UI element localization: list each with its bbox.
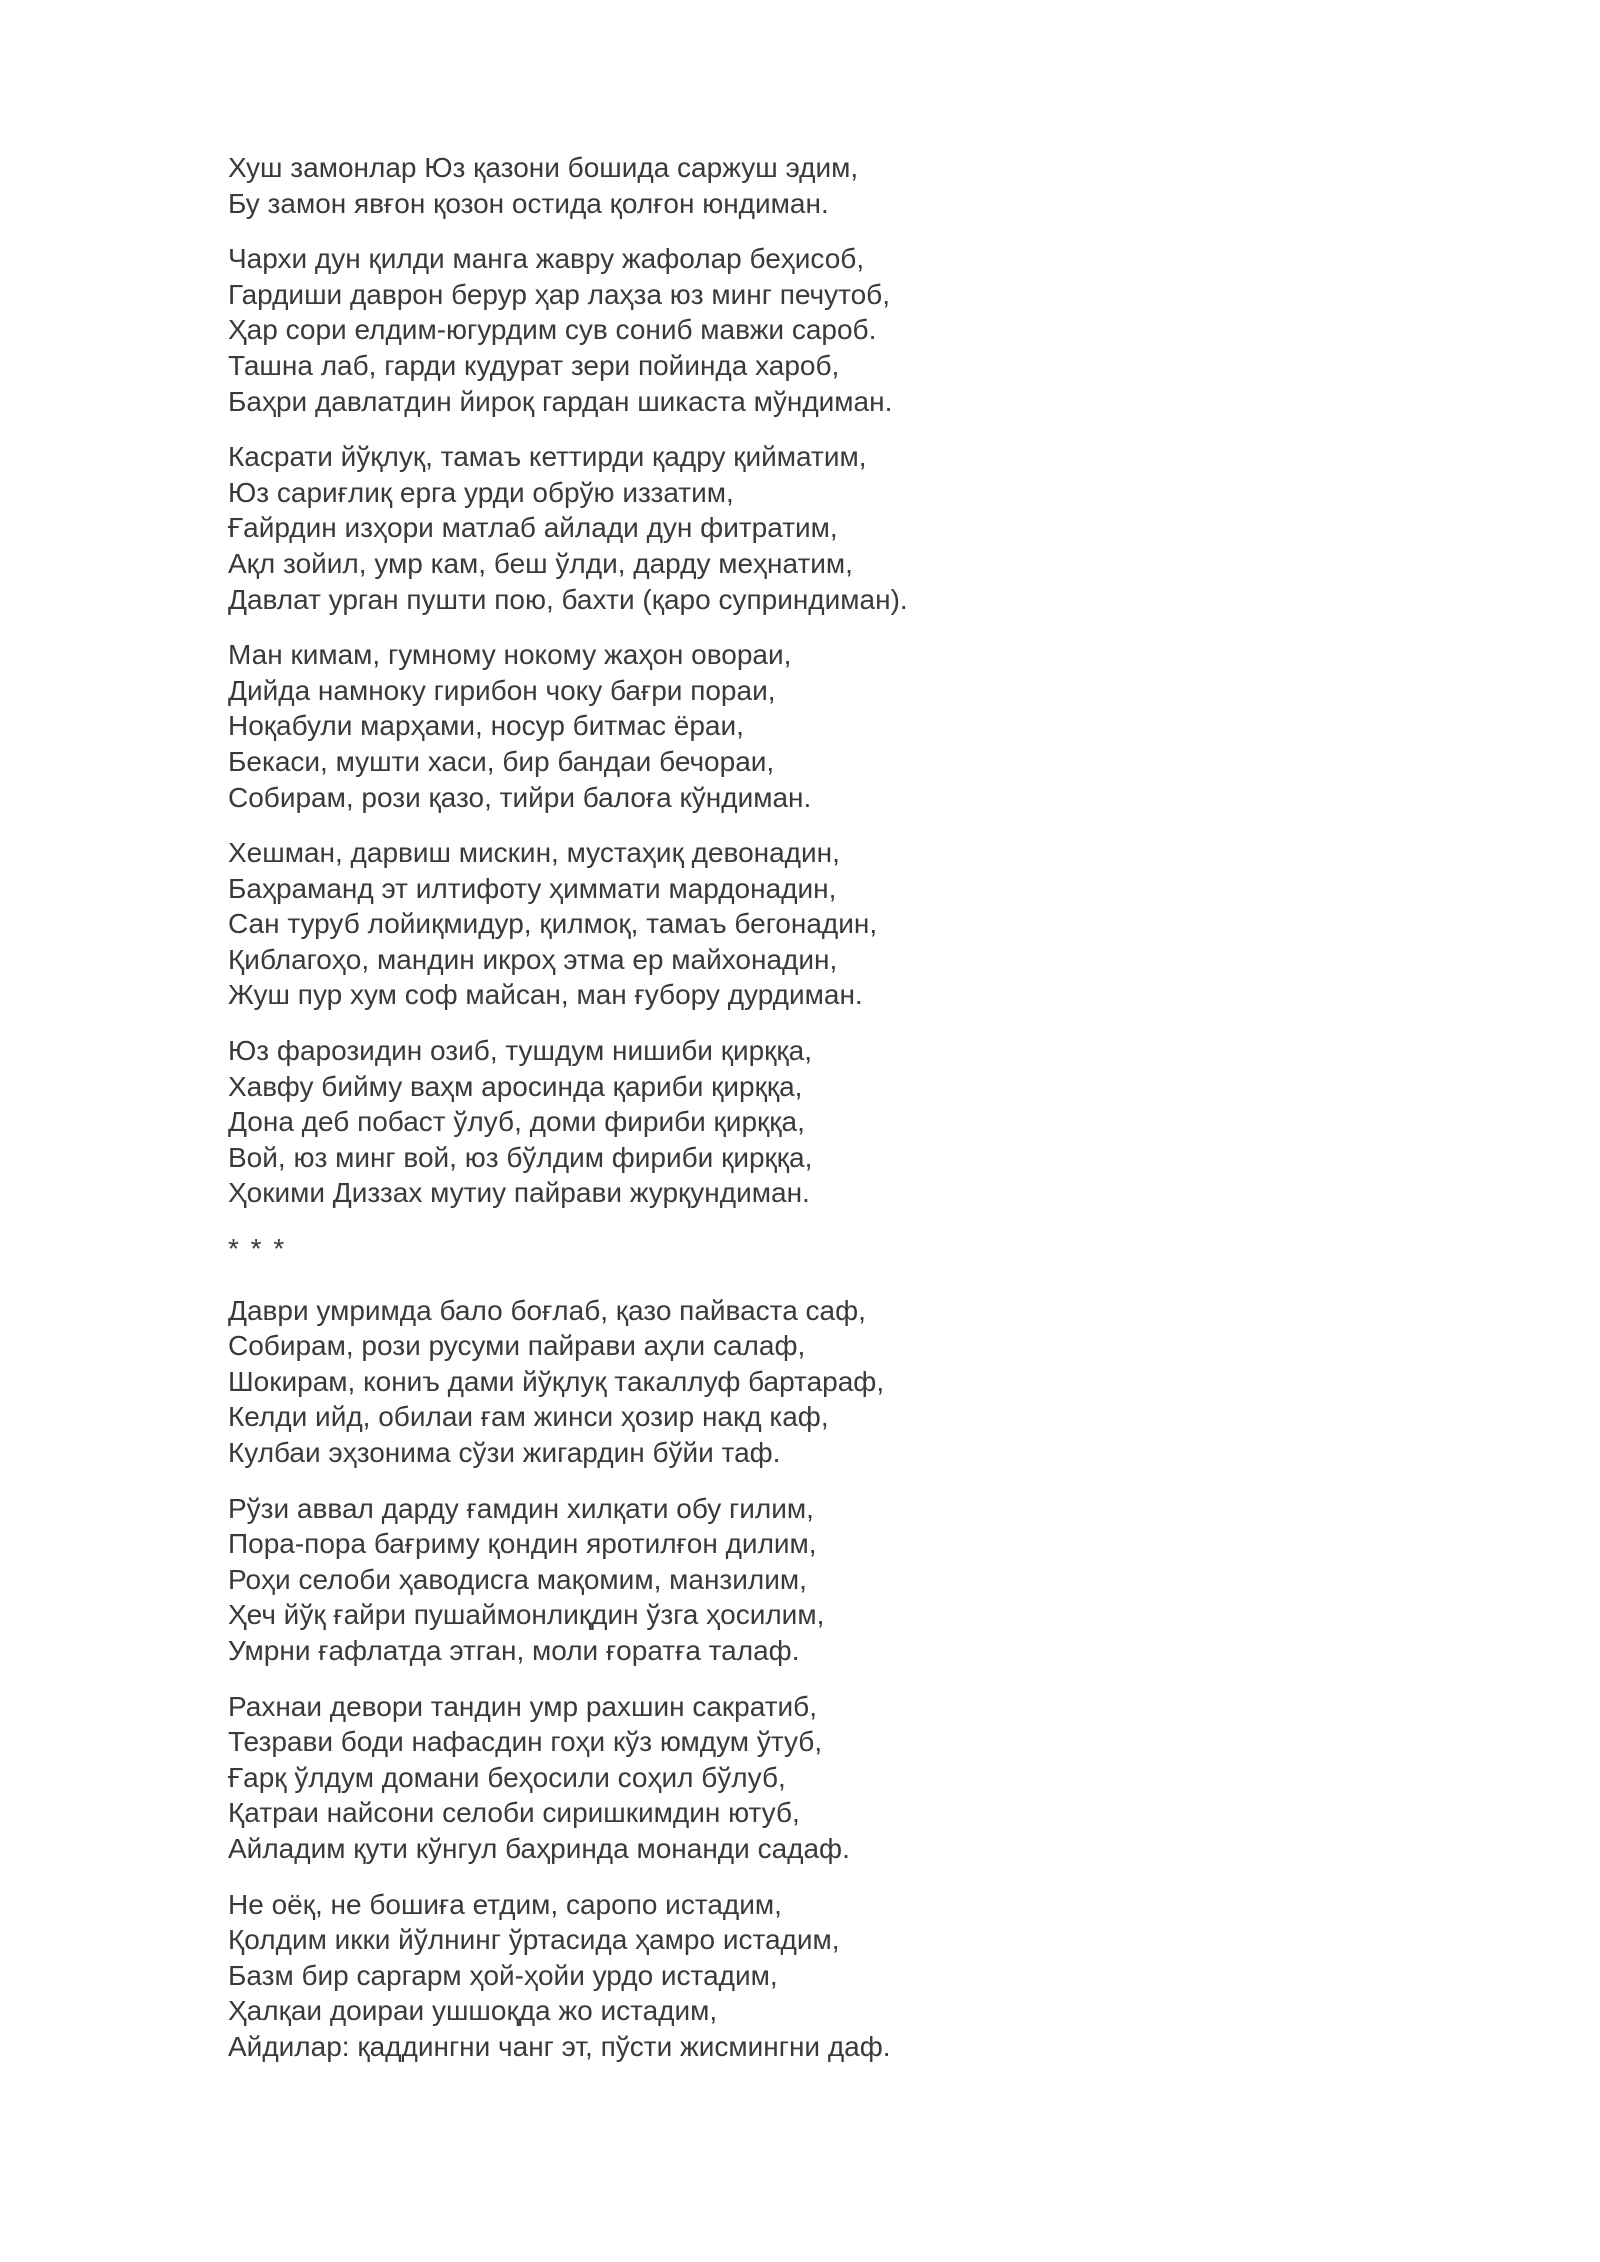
verse-line: Роҳи селоби ҳаводисга мақомим, манзилим, <box>228 1563 807 1595</box>
verse-line: Бекаси, мушти хаси, бир бандаи бечораи, <box>228 745 775 777</box>
verse-line: Не оёқ, не бошиға етдим, саропо истадим, <box>228 1888 782 1920</box>
verse-line: Кулбаи эҳзонима сўзи жигардин бўйи таф. <box>228 1437 781 1468</box>
verse-line: Ақл зойил, умр кам, беш ўлди, дарду меҳнатим, <box>228 547 853 579</box>
verse-line: Хешман, дарвиш мискин, мустаҳиқ девонадин, <box>228 837 840 869</box>
verse-line: Жуш пур хум соф майсан, ман ғубору дурдиман. <box>228 979 863 1011</box>
verse-line: Хуш замонлар Юз қазони бошида саржуш эдим, <box>228 152 859 183</box>
verse-line: Ташна лаб, гарди кудурат зери пойинда хароб, <box>228 349 840 381</box>
stanza <box>228 1293 1468 1471</box>
verse-line: Бу замон явғон қозон остида қолғон юндиман. <box>228 187 829 219</box>
stanza <box>228 150 1468 221</box>
stanza <box>228 439 1468 617</box>
verse-line: Умрни ғафлатда этган, моли ғоратға талаф. <box>228 1634 800 1666</box>
verse-line: Пора-пора бағриму қондин яротилғон дилим, <box>228 1528 817 1560</box>
verse-line: Юз фарозидин озиб, тушдум нишиби қирққа, <box>228 1035 813 1067</box>
poem-part-two <box>228 1293 1468 2065</box>
verse-line: Базм бир саргарм ҳой-ҳойи урдо истадим, <box>228 1959 778 1991</box>
stanza <box>228 1033 1468 1211</box>
verse-line: Қиблагоҳо, мандин икроҳ этма ер майхонадин, <box>228 943 838 975</box>
verse-line: Давлат урган пушти пою, бахти (қаро суприндиман). <box>228 583 908 615</box>
stanza <box>228 1887 1468 2065</box>
verse-line: Ман кимам, гумному нокому жаҳон овораи, <box>228 639 792 671</box>
verse-line: Келди ийд, обилаи ғам жинси ҳозир накд каф, <box>228 1401 829 1433</box>
verse-line: Собирам, рози русуми пайрави аҳли салаф, <box>228 1330 806 1362</box>
verse-line: Баҳри давлатдин йироқ гардан шикаста мўндиман. <box>228 385 893 417</box>
verse-line: Шокирам, кониъ дами йўқлуқ такаллуф бартараф, <box>228 1365 885 1397</box>
section-separator: * * * <box>228 1233 287 1265</box>
stanza <box>228 835 1468 1013</box>
verse-line: Ноқабули марҳами, носур битмас ёраи, <box>228 710 744 742</box>
verse-line: Ғайрдин изҳори матлаб айлади дун фитратим, <box>228 512 838 544</box>
verse-line: Рўзи аввал дарду ғамдин хилқати обу гилим, <box>228 1492 814 1524</box>
verse-line: Рахнаи девори тандин умр рахшин сакратиб, <box>228 1690 817 1722</box>
verse-line: Дона деб побаст ўлуб, доми фириби қирққа, <box>228 1106 805 1138</box>
stanza <box>228 1689 1468 1867</box>
verse-line: Ҳокими Диззах мутиу пайрави журқундиман. <box>228 1177 810 1209</box>
verse-line: Қолдим икки йўлнинг ўртасида ҳамро истадим, <box>228 1924 840 1956</box>
verse-line: Касрати йўқлуқ, тамаъ кеттирди қадру қийматим, <box>228 441 867 473</box>
stanza <box>228 1491 1468 1669</box>
verse-line: Юз сариғлиқ ерга урди обрўю иззатим, <box>228 476 734 508</box>
verse-line: Баҳраманд эт илтифоту ҳиммати мардонадин, <box>228 872 837 904</box>
verse-line: Собирам, рози қазо, тийри балоға кўндиман. <box>228 781 812 813</box>
verse-line: Сан туруб лойиқмидур, қилмоқ, тамаъ бегонадин, <box>228 908 878 940</box>
verse-line: Қатраи найсони селоби сиришкимдин ютуб, <box>228 1797 800 1829</box>
poem-part-one <box>228 150 1468 1211</box>
verse-line: Ғарқ ўлдум домани беҳосили соҳил бўлуб, <box>228 1761 786 1793</box>
verse-line: Гардиши даврон берур ҳар лаҳза юз минг печутоб, <box>228 278 890 310</box>
verse-line: Айладим қути кўнгул баҳринда монанди садаф. <box>228 1832 850 1864</box>
stanza <box>228 241 1468 419</box>
verse-line: Дийда намноку гирибон чоку бағри пораи, <box>228 674 776 706</box>
poem-page <box>228 150 1468 2085</box>
verse-line: Ҳар сори елдим-югурдим сув сониб мавжи сароб. <box>228 314 877 346</box>
stanza <box>228 637 1468 815</box>
verse-line: Даври умримда бало боғлаб, қазо пайваста саф, <box>228 1294 866 1326</box>
verse-line: Ҳеч йўқ ғайри пушаймонлиқдин ўзга ҳосилим, <box>228 1599 825 1631</box>
verse-line: Вой, юз минг вой, юз бўлдим фириби қирққа, <box>228 1141 813 1173</box>
verse-line: Хавфу бийму ваҳм аросинда қариби қирққа, <box>228 1070 803 1102</box>
verse-line: Айдилар: қаддингни чанг эт, пўсти жисмингни даф. <box>228 2030 891 2062</box>
verse-line: Тезрави боди нафасдин гоҳи кўз юмдум ўтуб, <box>228 1726 823 1758</box>
verse-line: Чархи дун қилди манга жавру жафолар беҳисоб, <box>228 243 865 275</box>
verse-line: Ҳалқаи доираи ушшоқда жо истадим, <box>228 1995 718 2027</box>
